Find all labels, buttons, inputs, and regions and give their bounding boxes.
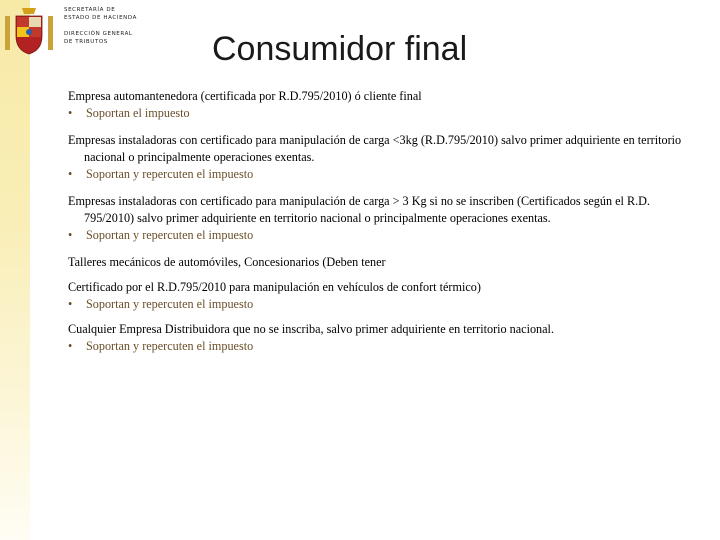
- paragraph: Certificado por el R.D.795/2010 para manipulación en vehículos de confort térmico): [68, 280, 481, 294]
- bullet-icon: •: [68, 228, 73, 242]
- bullet-icon: •: [68, 339, 73, 353]
- slide-content: [68, 88, 700, 355]
- slide-title: Consumidor final: [212, 30, 468, 68]
- paragraph: Talleres mecánicos de automóviles, Concesionarios (Deben tener: [68, 255, 386, 269]
- bullet-icon: •: [68, 106, 73, 120]
- bullet-text: Soportan y repercuten el impuesto: [86, 339, 254, 353]
- org-line: SECRETARÍA DE: [64, 7, 116, 13]
- bullet-item: [68, 166, 700, 183]
- bullet-text: Soportan el impuesto: [86, 106, 190, 120]
- paragraph: Empresa automantenedora (certificada por R.D.795/2010) ó cliente final: [68, 89, 422, 103]
- bullet-icon: •: [68, 167, 73, 181]
- bullet-item: [68, 227, 700, 244]
- bullet-text: Soportan y repercuten el impuesto: [86, 228, 254, 242]
- org-line: ESTADO DE HACIENDA: [64, 15, 137, 21]
- bullet-icon: •: [68, 297, 73, 311]
- bullet-item: [68, 338, 700, 355]
- org-line: DIRECCIÓN GENERAL: [64, 31, 133, 37]
- org-line: DE TRIBUTOS: [64, 39, 108, 45]
- bullet-item: [68, 296, 700, 313]
- organization-block: [64, 6, 137, 46]
- bullet-item: [68, 105, 700, 122]
- coat-of-arms-icon: [4, 4, 54, 60]
- paragraph: Empresas instaladoras con certificado para manipulación de carga > 3 Kg si no se inscriben (Certificados según el R.D. 795/2010) salvo primer adquiriente en territorio nacional o principalmente operaciones exentas.: [68, 194, 650, 225]
- bullet-text: Soportan y repercuten el impuesto: [86, 167, 254, 181]
- paragraph: Empresas instaladoras con certificado para manipulación de carga <3kg (R.D.795/2010) salvo primer adquiriente en territorio nacional o principalmente operaciones exentas.: [68, 133, 682, 164]
- bullet-text: Soportan y repercuten el impuesto: [86, 297, 254, 311]
- decorative-sidebar: [0, 0, 30, 540]
- paragraph: Cualquier Empresa Distribuidora que no se inscriba, salvo primer adquiriente en territorio nacional.: [68, 322, 554, 336]
